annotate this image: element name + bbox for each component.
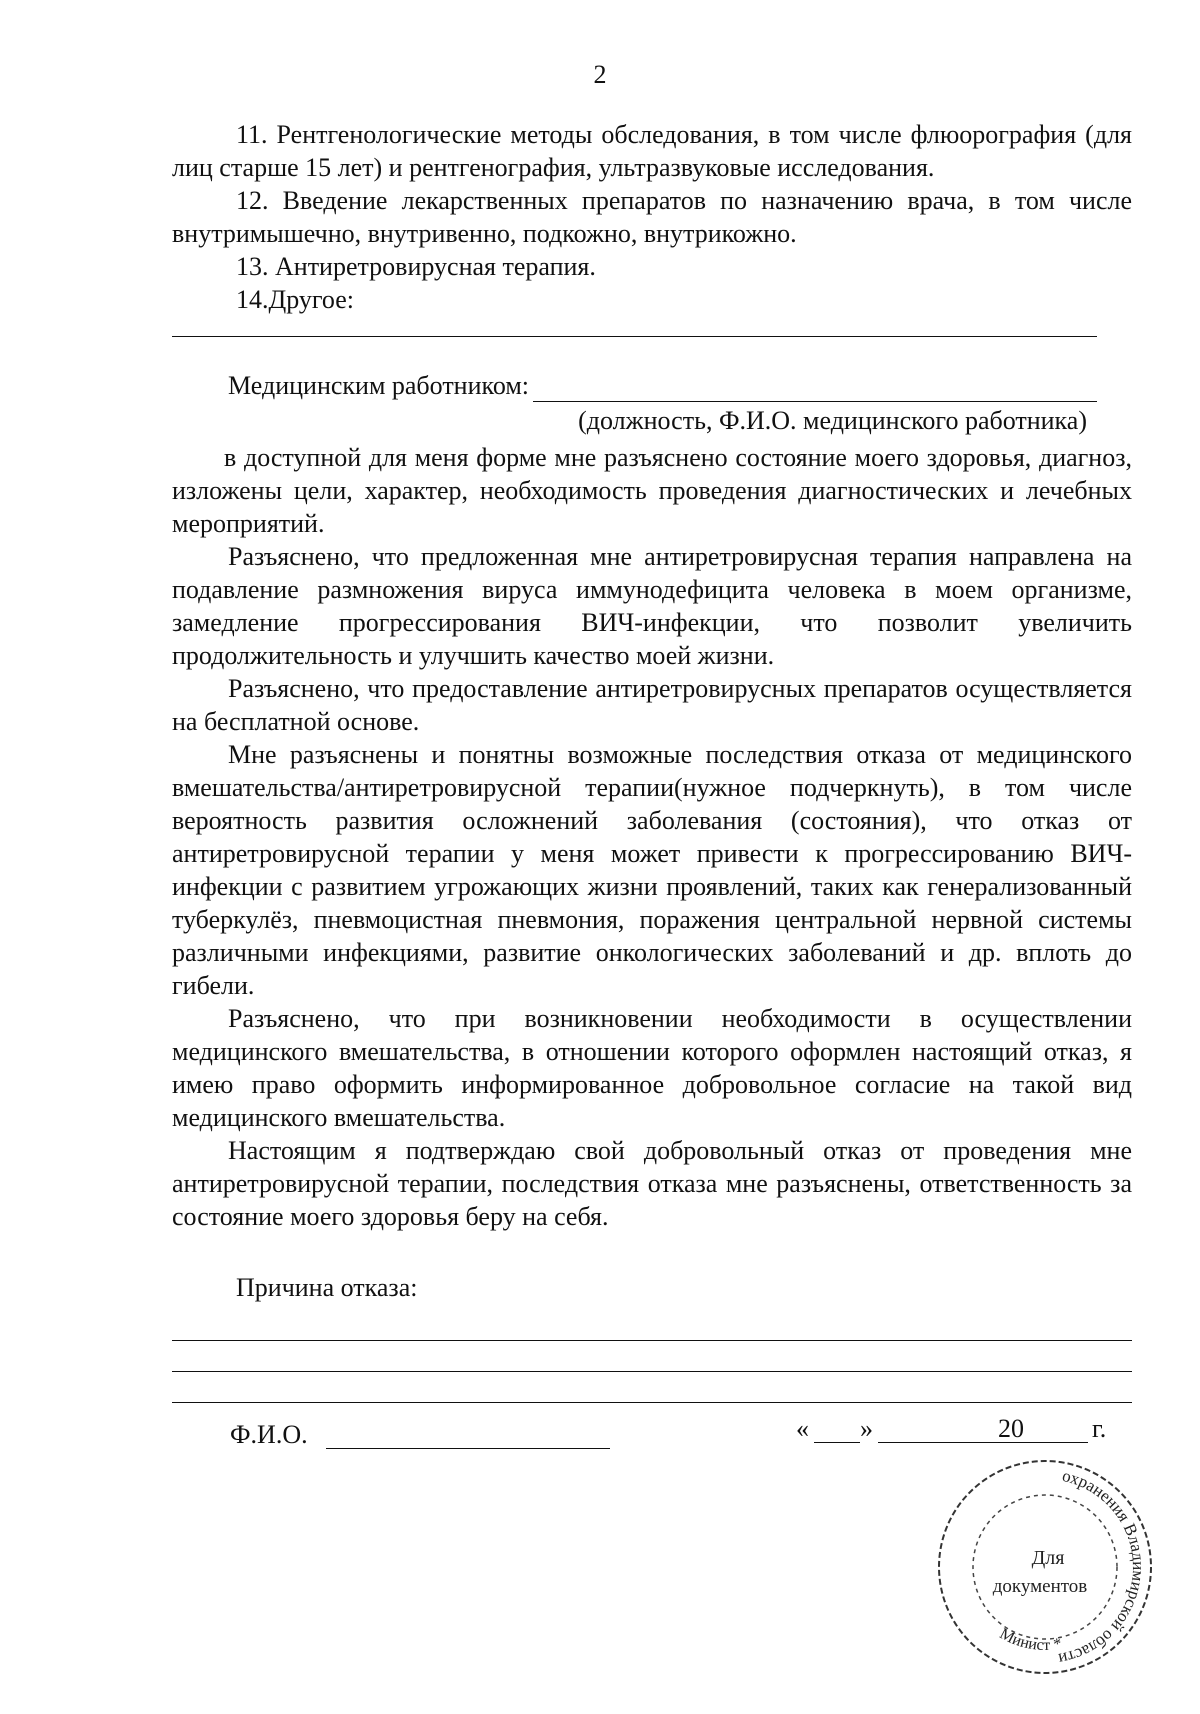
reason-lines bbox=[172, 1310, 1132, 1403]
date-year-suffix: г. bbox=[1092, 1414, 1107, 1443]
reason-line-1[interactable] bbox=[172, 1310, 1132, 1341]
stamp-ring-bottom: Минист * bbox=[996, 1625, 1063, 1654]
list-item-14: 14.Другое: bbox=[236, 285, 354, 314]
stamp-line-2: документов bbox=[992, 1576, 1088, 1597]
date-year-prefix: 20 bbox=[998, 1414, 1024, 1443]
medic-row bbox=[172, 369, 1132, 402]
stamp-line-1: Для bbox=[1031, 1547, 1065, 1569]
fio-fill-line[interactable] bbox=[326, 1448, 610, 1449]
other-fill-line[interactable] bbox=[172, 316, 1097, 337]
paragraph-1: в доступной для меня форме мне разъяснено состояние моего здоровья, диагноз, изложены цели, характер, необходимость проведения диагностических и лечебных мероприятий. bbox=[172, 443, 1132, 538]
fio-label: Ф.И.О. bbox=[230, 1420, 308, 1449]
medic-hint: (должность, Ф.И.О. медицинского работника) bbox=[578, 406, 1087, 435]
paragraph-4: Мне разъяснены и понятны возможные последствия отказа от медицинского вмешательства/антиретровирусной терапии(нужное подчеркнуть), в том числе вероятность развития осложнений заболевания (состояния), что отказ от антиретровирусной терапии у меня может привести к прогрессированию ВИЧ-инфекции с развитием угрожающих жизни проявлений, таких как генерализованный туберкулёз, пневмоцистная пневмония, поражения центральной нервной системы различными инфекциями, развитие онкологических заболеваний и др. вплоть до гибели. bbox=[172, 740, 1132, 1000]
paragraph-5: Разъяснено, что при возникновении необходимости в осуществлении медицинского вмешательства, в отношении которого оформлен настоящий отказ, я имею право оформить информированное добровольное согласие на такой вид медицинского вмешательства. bbox=[172, 1004, 1132, 1132]
paragraph-3: Разъяснено, что предоставление антиретровирусных препаратов осуществляется на бесплатной основе. bbox=[172, 674, 1132, 736]
medic-label: Медицинским работником: bbox=[228, 371, 530, 400]
list-item-13: 13. Антиретровирусная терапия. bbox=[236, 252, 596, 281]
document-body bbox=[172, 118, 1132, 1403]
reason-line-3[interactable] bbox=[172, 1372, 1132, 1403]
reason-label: Причина отказа: bbox=[236, 1273, 418, 1302]
date-quote-close: » bbox=[860, 1414, 873, 1443]
date-quote-open: « bbox=[796, 1414, 809, 1443]
page-number: 2 bbox=[593, 60, 607, 89]
date-year-line[interactable] bbox=[1028, 1442, 1088, 1443]
reason-line-2[interactable] bbox=[172, 1341, 1132, 1372]
list-item-12: 12. Введение лекарственных препаратов по назначению врача, в том числе внутримышечно, внутривенно, подкожно, внутрикожно. bbox=[172, 186, 1132, 248]
date-day-line[interactable] bbox=[814, 1442, 860, 1443]
official-stamp bbox=[930, 1452, 1160, 1682]
medic-fill-line[interactable] bbox=[533, 373, 1097, 402]
paragraph-6: Настоящим я подтверждаю свой добровольный отказ от проведения мне антиретровирусной терапии, последствия отказа мне разъяснены, ответственность за состояние моего здоровья беру на себя. bbox=[172, 1136, 1132, 1231]
stamp-ring-text: охранения Владимирской области bbox=[1056, 1465, 1149, 1669]
list-item-11: 11. Рентгенологические методы обследования, в том числе флюорография (для лиц старше 15 лет) и рентгенография, ультразвуковые исследования. bbox=[172, 120, 1132, 182]
date-block bbox=[796, 1412, 1136, 1452]
paragraph-2: Разъяснено, что предложенная мне антиретровирусная терапия направлена на подавление размножения вируса иммунодефицита человека в моем организме, замедление прогрессирования ВИЧ-инфекции, что позволит увеличить продолжительность и улучшить качество моей жизни. bbox=[172, 542, 1132, 670]
